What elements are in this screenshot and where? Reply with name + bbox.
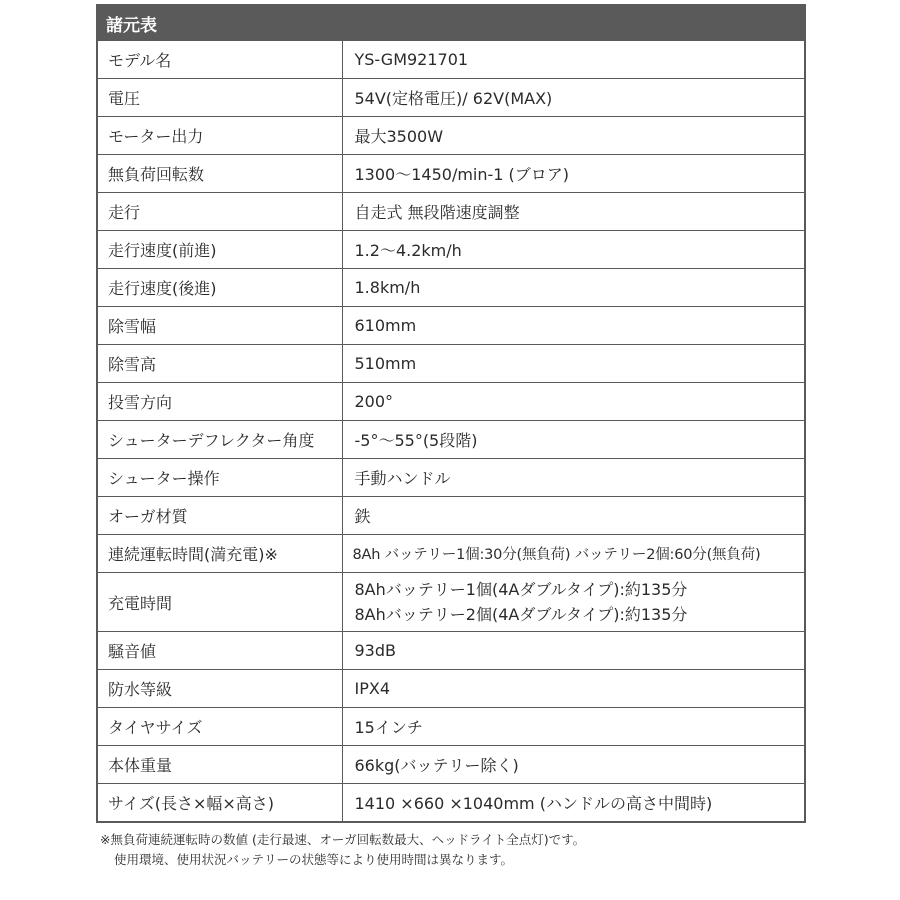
row-label: 本体重量 [97,746,342,784]
row-label: モデル名 [97,41,342,79]
row-value: 1.2〜4.2km/h [342,231,805,269]
row-value: 54V(定格電圧)/ 62V(MAX) [342,79,805,117]
footnote-line: 使用環境、使用状況バッテリーの状態等により使用時間は異なります。 [114,852,514,867]
row-label: 充電時間 [97,573,342,632]
row-value: 93dB [342,632,805,670]
table-row [97,307,805,345]
table-row [97,345,805,383]
table-row [97,79,805,117]
row-label: モーター出力 [97,117,342,155]
row-label: 電圧 [97,79,342,117]
row-value: 610mm [342,307,805,345]
spec-table-title: 諸元表 [97,5,805,41]
table-row [97,784,805,823]
table-row [97,459,805,497]
table-row [97,155,805,193]
row-label: サイズ(長さ×幅×高さ) [97,784,342,823]
table-row [97,670,805,708]
row-label: 防水等級 [97,670,342,708]
spec-table [96,4,806,823]
table-row [97,383,805,421]
table-row [97,193,805,231]
row-value: -5°〜55°(5段階) [342,421,805,459]
row-value: 鉄 [342,497,805,535]
table-row [97,421,805,459]
row-value: 1300〜1450/min-1 (ブロア) [342,155,805,193]
row-value: 手動ハンドル [342,459,805,497]
row-label: 走行速度(後進) [97,269,342,307]
row-label: 連続運転時間(満充電)※ [97,535,342,573]
row-value: YS-GM921701 [342,41,805,79]
table-row [97,535,805,573]
row-value-multiline [342,573,805,632]
row-value: 最大3500W [342,117,805,155]
row-label: タイヤサイズ [97,708,342,746]
footnote-line: ※無負荷連続運転時の数値 (走行最速、オーガ回転数最大、ヘッドライト全点灯)です。 [100,832,586,847]
footnote [100,830,800,870]
table-row [97,573,805,632]
row-label: 騒音値 [97,632,342,670]
table-row [97,497,805,535]
row-label: 走行 [97,193,342,231]
table-row [97,746,805,784]
table-row [97,231,805,269]
row-value: 自走式 無段階速度調整 [342,193,805,231]
row-value: 66kg(バッテリー除く) [342,746,805,784]
table-row [97,117,805,155]
spec-table-header-row [97,5,805,41]
row-value: 1.8km/h [342,269,805,307]
table-row [97,708,805,746]
row-label: オーガ材質 [97,497,342,535]
row-label: 除雪幅 [97,307,342,345]
row-value: 510mm [342,345,805,383]
row-value-line: 8Ahバッテリー2個(4Aダブルタイプ):約135分 [354,605,688,624]
table-row [97,632,805,670]
row-value-line: 8Ahバッテリー1個(4Aダブルタイプ):約135分 [354,580,688,599]
row-label: 走行速度(前進) [97,231,342,269]
row-value: 200° [342,383,805,421]
row-value: IPX4 [342,670,805,708]
row-value: 1410 ×660 ×1040mm (ハンドルの高さ中間時) [342,784,805,823]
row-label: 除雪高 [97,345,342,383]
row-value: 15インチ [342,708,805,746]
row-label: 無負荷回転数 [97,155,342,193]
row-label: 投雪方向 [97,383,342,421]
table-row [97,41,805,79]
row-value: 8Ah バッテリー1個:30分(無負荷) バッテリー2個:60分(無負荷) [342,535,805,573]
row-label: シューターデフレクター角度 [97,421,342,459]
row-label: シューター操作 [97,459,342,497]
table-row [97,269,805,307]
